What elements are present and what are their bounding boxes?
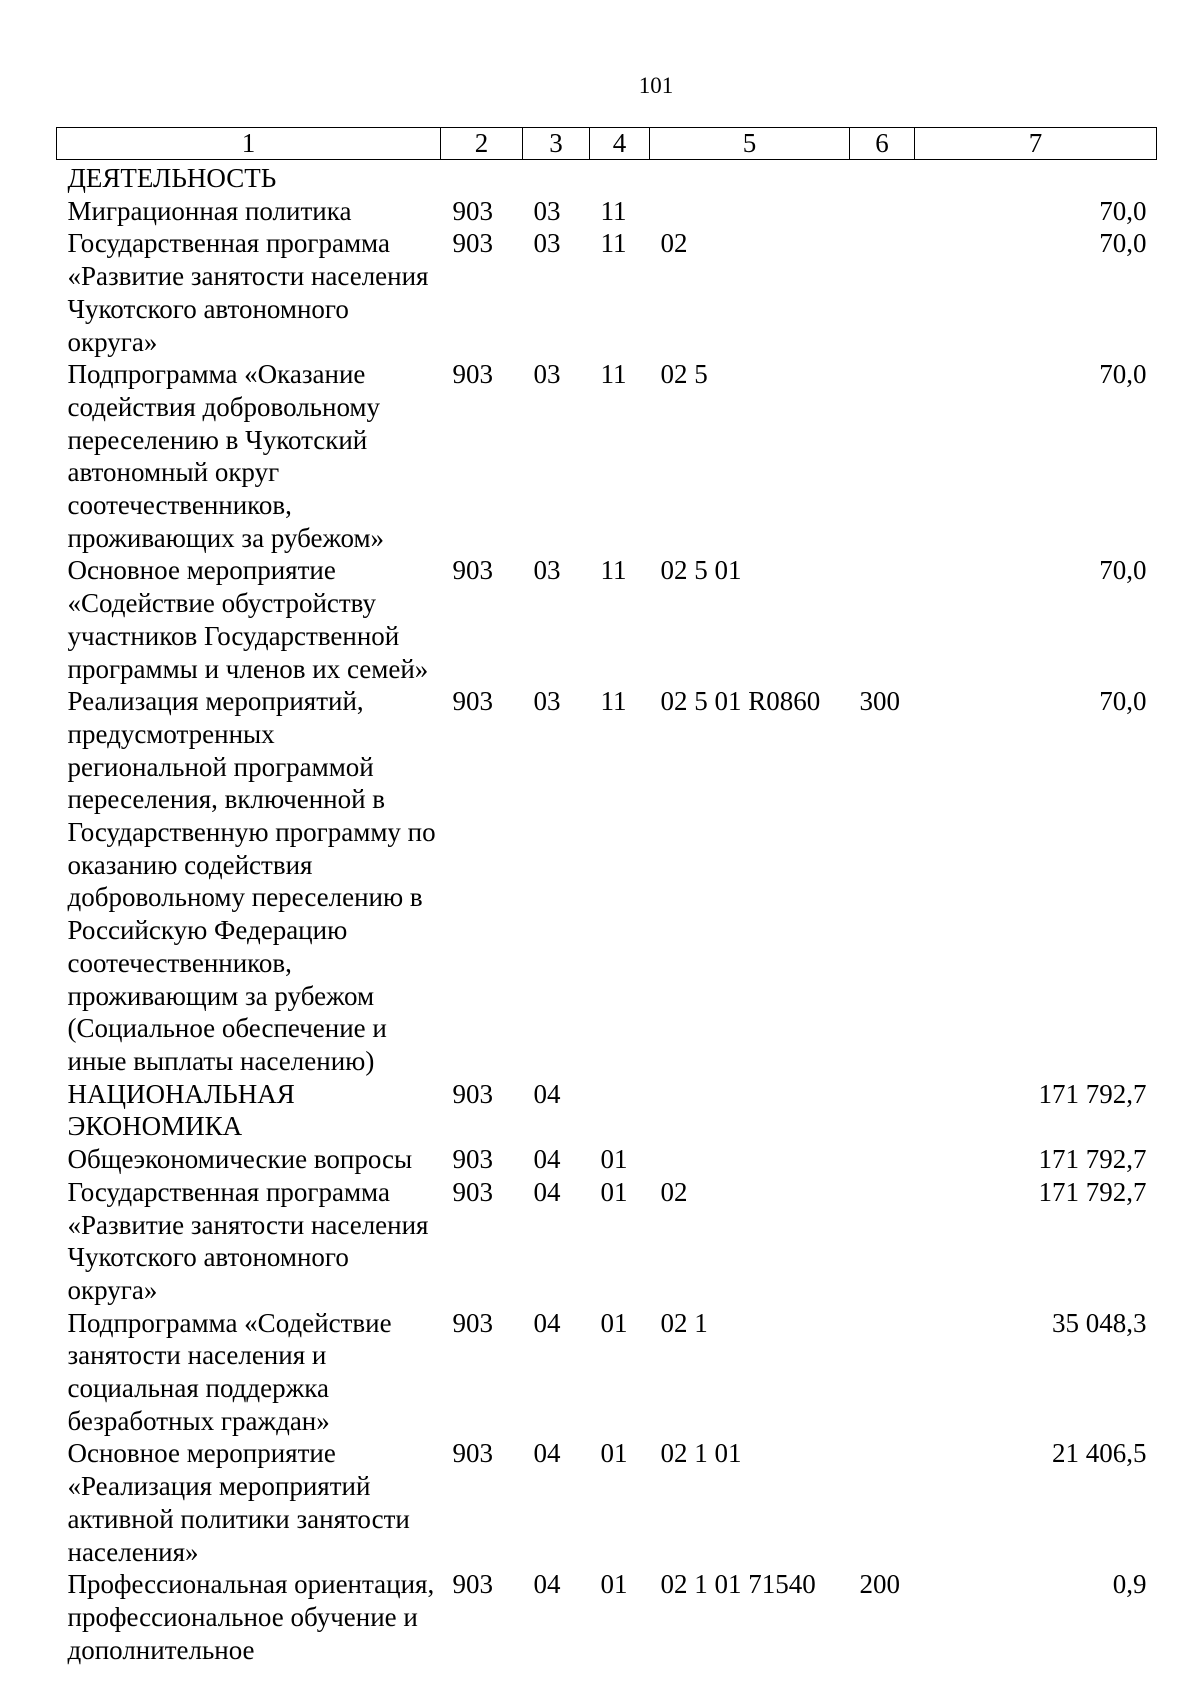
table-row bbox=[57, 1143, 1157, 1176]
page-number: 101 bbox=[638, 73, 674, 98]
table-row bbox=[57, 1437, 1157, 1568]
ministry-cell bbox=[441, 160, 523, 195]
table-row bbox=[57, 554, 1157, 685]
target-article-cell: 02 bbox=[660, 228, 688, 259]
subsection-cell bbox=[590, 160, 650, 195]
name-cell: Государственная программа «Развитие занятости населения Чукотского автономного округа» bbox=[67, 1176, 429, 1305]
target-article-cell: 02 5 01 bbox=[660, 555, 742, 586]
name-cell: ДЕЯТЕЛЬНОСТЬ bbox=[67, 163, 277, 193]
section-cell: 03 bbox=[533, 195, 561, 226]
table-row bbox=[57, 685, 1157, 1077]
budget-table bbox=[56, 127, 1157, 1666]
header-col-1: 1 bbox=[57, 128, 441, 160]
target-article-cell: 02 bbox=[660, 1176, 688, 1207]
expense-type-cell bbox=[850, 160, 915, 195]
amount-cell: 70,0 bbox=[1099, 686, 1147, 717]
section-cell: 04 bbox=[533, 1144, 561, 1175]
name-cell: Основное мероприятие «Реализация мероприятий активной политики занятости населения» bbox=[67, 1438, 410, 1567]
name-cell: Основное мероприятие «Содействие обустройству участников Государственной программы и членов их семей» bbox=[67, 555, 429, 684]
section-cell: 04 bbox=[533, 1176, 561, 1207]
expense-type-cell bbox=[850, 1078, 915, 1143]
section-cell: 03 bbox=[533, 359, 561, 390]
table-row bbox=[57, 358, 1157, 554]
table-header bbox=[57, 128, 1157, 160]
header-col-5: 5 bbox=[650, 128, 850, 160]
subsection-cell: 11 bbox=[600, 686, 627, 717]
header-row bbox=[57, 128, 1157, 160]
expense-type-cell: 200 bbox=[859, 1569, 900, 1600]
subsection-cell: 11 bbox=[600, 555, 627, 586]
expense-type-cell bbox=[850, 1437, 915, 1568]
amount-cell: 21 406,5 bbox=[1052, 1438, 1147, 1469]
amount-cell: 70,0 bbox=[1099, 359, 1147, 390]
ministry-cell: 903 bbox=[452, 555, 493, 586]
ministry-cell: 903 bbox=[452, 1438, 493, 1469]
target-article-cell: 02 1 01 bbox=[660, 1438, 742, 1469]
subsection-cell: 11 bbox=[600, 228, 627, 259]
amount-cell: 35 048,3 bbox=[1052, 1307, 1147, 1338]
target-article-cell: 02 5 bbox=[660, 359, 708, 390]
table-body bbox=[57, 160, 1157, 1667]
subsection-cell bbox=[590, 1078, 650, 1143]
section-cell: 04 bbox=[533, 1078, 561, 1109]
target-article-cell bbox=[650, 195, 850, 228]
ministry-cell: 903 bbox=[452, 1078, 493, 1109]
section-cell: 04 bbox=[533, 1307, 561, 1338]
ministry-cell: 903 bbox=[452, 1144, 493, 1175]
amount-cell: 0,9 bbox=[1112, 1569, 1147, 1600]
amount-cell: 171 792,7 bbox=[1038, 1176, 1147, 1207]
expense-type-cell bbox=[850, 554, 915, 685]
table-row bbox=[57, 1078, 1157, 1143]
name-cell: НАЦИОНАЛЬНАЯ ЭКОНОМИКА bbox=[67, 1078, 295, 1142]
expense-type-cell bbox=[850, 1176, 915, 1307]
header-col-2: 2 bbox=[441, 128, 523, 160]
target-article-cell bbox=[650, 160, 850, 195]
header-col-4: 4 bbox=[590, 128, 650, 160]
amount-cell: 171 792,7 bbox=[1038, 1078, 1147, 1109]
ministry-cell: 903 bbox=[452, 195, 493, 226]
ministry-cell: 903 bbox=[452, 686, 493, 717]
ministry-cell: 903 bbox=[452, 1307, 493, 1338]
expense-type-cell bbox=[850, 1307, 915, 1438]
ministry-cell: 903 bbox=[452, 359, 493, 390]
header-col-7: 7 bbox=[915, 128, 1157, 160]
amount-cell: 171 792,7 bbox=[1038, 1144, 1147, 1175]
amount-cell: 70,0 bbox=[1099, 555, 1147, 586]
table-row bbox=[57, 195, 1157, 228]
section-cell: 03 bbox=[533, 555, 561, 586]
subsection-cell: 01 bbox=[600, 1569, 628, 1600]
name-cell: Подпрограмма «Содействие занятости населения и социальная поддержка безработных граждан» bbox=[67, 1307, 392, 1436]
section-cell bbox=[523, 160, 590, 195]
section-cell: 04 bbox=[533, 1569, 561, 1600]
table-row bbox=[57, 160, 1157, 195]
table-row bbox=[57, 1307, 1157, 1438]
name-cell: Общеэкономические вопросы bbox=[67, 1144, 413, 1175]
subsection-cell: 01 bbox=[600, 1438, 628, 1469]
expense-type-cell bbox=[850, 358, 915, 554]
expense-type-cell bbox=[850, 227, 915, 358]
amount-cell: 70,0 bbox=[1099, 195, 1147, 226]
section-cell: 03 bbox=[533, 228, 561, 259]
subsection-cell: 11 bbox=[600, 195, 627, 226]
expense-type-cell bbox=[850, 195, 915, 228]
header-col-3: 3 bbox=[523, 128, 590, 160]
name-cell: Реализация мероприятий, предусмотренных региональной программой переселения, включенной в Государственную программу по оказанию содействия добровольному переселению в Российскую Федерацию соотечественников, проживающим за рубежом (Социальное обеспечение и иные выплаты населению) bbox=[67, 686, 436, 1076]
name-cell: Миграционная политика bbox=[67, 195, 352, 226]
amount-cell: 70,0 bbox=[1099, 228, 1147, 259]
ministry-cell: 903 bbox=[452, 228, 493, 259]
target-article-cell bbox=[650, 1078, 850, 1143]
expense-type-cell bbox=[850, 1143, 915, 1176]
table-row bbox=[57, 1568, 1157, 1666]
table-row bbox=[57, 227, 1157, 358]
ministry-cell: 903 bbox=[452, 1569, 493, 1600]
subsection-cell: 01 bbox=[600, 1307, 628, 1338]
name-cell: Профессиональная ориентация, профессиональное обучение и дополнительное bbox=[67, 1569, 435, 1665]
subsection-cell: 01 bbox=[600, 1144, 628, 1175]
name-cell: Государственная программа «Развитие занятости населения Чукотского автономного округа» bbox=[67, 228, 429, 357]
section-cell: 04 bbox=[533, 1438, 561, 1469]
target-article-cell: 02 5 01 R0860 bbox=[660, 686, 821, 717]
target-article-cell: 02 1 01 71540 bbox=[660, 1569, 816, 1600]
expense-type-cell: 300 bbox=[859, 686, 900, 717]
subsection-cell: 01 bbox=[600, 1176, 628, 1207]
table-row bbox=[57, 1176, 1157, 1307]
header-col-6: 6 bbox=[850, 128, 915, 160]
subsection-cell: 11 bbox=[600, 359, 627, 390]
ministry-cell: 903 bbox=[452, 1176, 493, 1207]
name-cell: Подпрограмма «Оказание содействия добровольному переселению в Чукотский автономный округ соотечественников, проживающих за рубежом» bbox=[67, 359, 385, 553]
amount-cell bbox=[915, 160, 1157, 195]
section-cell: 03 bbox=[533, 686, 561, 717]
target-article-cell: 02 1 bbox=[660, 1307, 708, 1338]
target-article-cell bbox=[650, 1143, 850, 1176]
